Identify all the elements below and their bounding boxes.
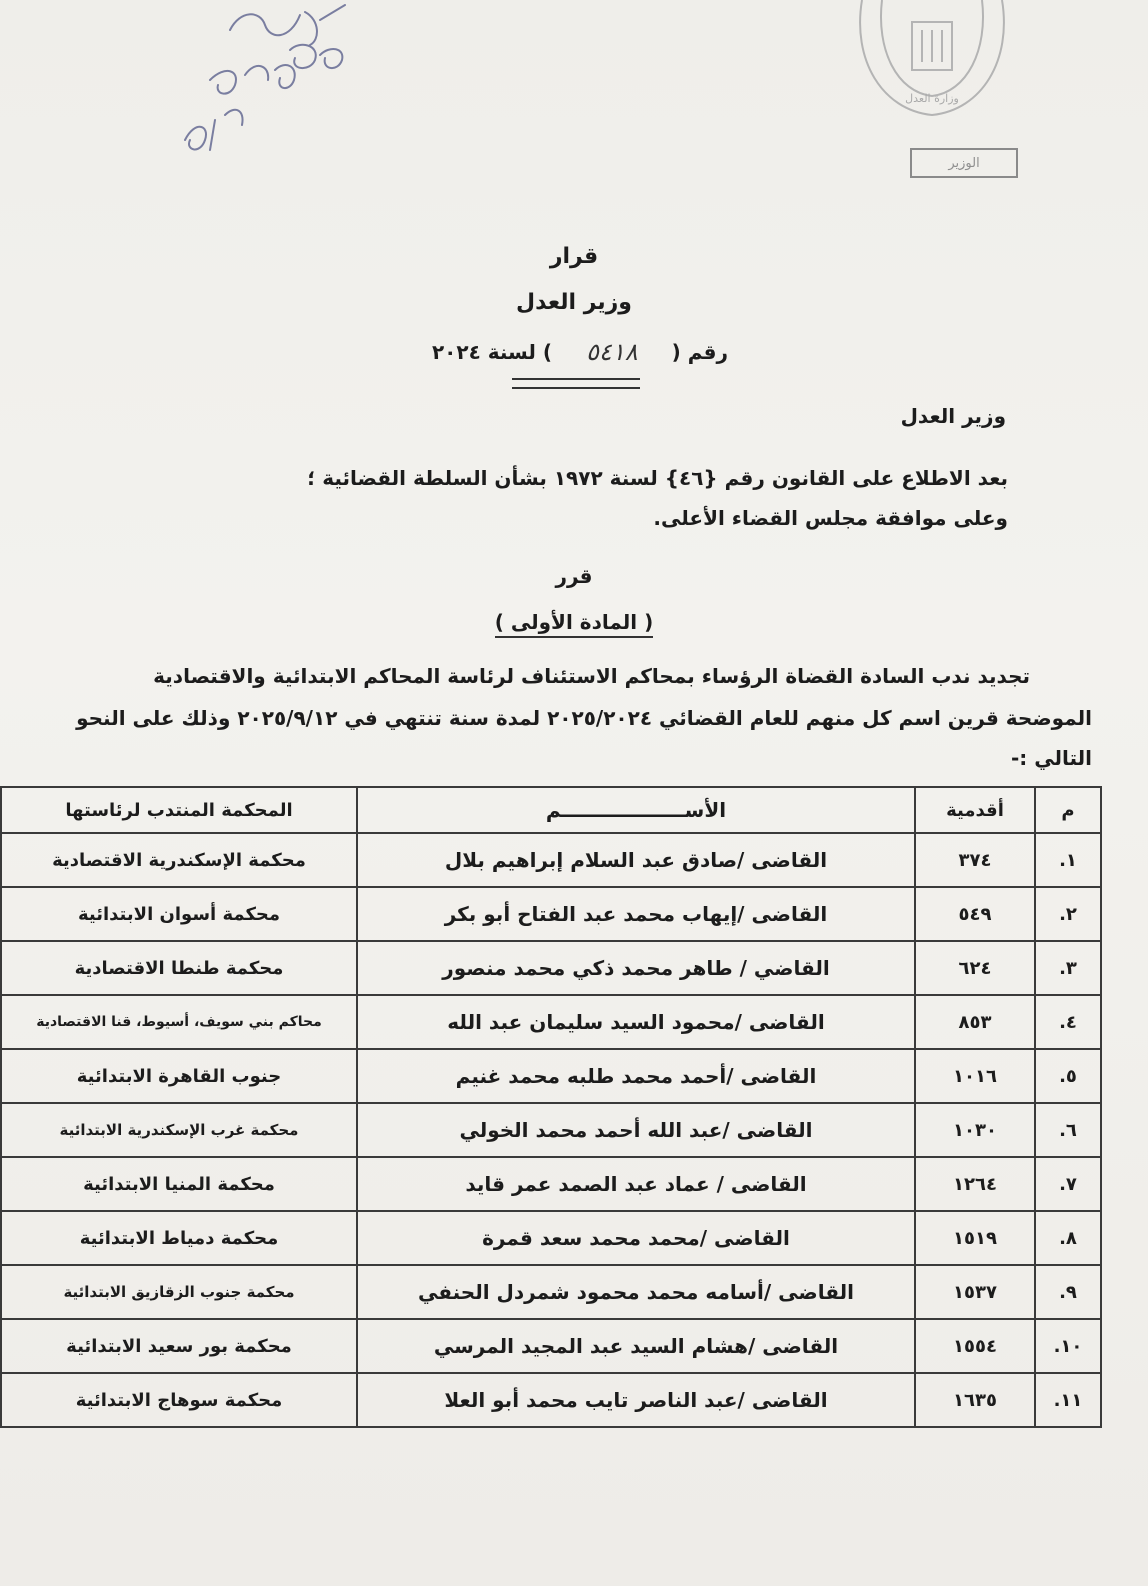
row-name: القاضى /عبد الناصر تايب محمد أبو العلا — [357, 1373, 915, 1427]
row-court: محكمة بور سعيد الابتدائية — [1, 1319, 357, 1373]
minister-box: الوزير — [910, 148, 1018, 178]
judges-table — [0, 786, 1102, 1428]
row-seniority: ١٥١٩ — [915, 1211, 1035, 1265]
decision-heading: قرار — [549, 244, 599, 269]
row-name: القاضى /هشام السيد عبد المجيد المرسي — [357, 1319, 915, 1373]
row-seniority: ١٠٣٠ — [915, 1103, 1035, 1157]
row-num: ٨. — [1035, 1211, 1101, 1265]
row-num: ١٠. — [1035, 1319, 1101, 1373]
header-name: الأســــــــــــــــــم — [357, 787, 915, 833]
row-court: جنوب القاهرة الابتدائية — [1, 1049, 357, 1103]
ministry-seal — [852, 0, 1012, 122]
table-row — [1, 887, 1101, 941]
recital-1: بعد الاطلاع على القانون رقم {٤٦} لسنة ١٩٧٢ بشأن السلطة القضائية ؛ — [307, 466, 1008, 490]
article-body-line-2: الموضحة قرين اسم كل منهم للعام القضائي ٢٠٢٥/٢٠٢٤ لمدة سنة تنتهي في ٢٠٢٥/٩/١٢ وذلك على النحو — [76, 706, 1092, 730]
article-body-line-1: تجديد ندب السادة القضاة الرؤساء بمحاكم الاستئناف لرئاسة المحاكم الابتدائية والاقتصادية — [153, 664, 1030, 688]
table-row — [1, 1103, 1101, 1157]
row-court: محكمة أسوان الابتدائية — [1, 887, 357, 941]
row-seniority: ١٢٦٤ — [915, 1157, 1035, 1211]
table-row — [1, 1049, 1101, 1103]
row-seniority: ١٦٣٥ — [915, 1373, 1035, 1427]
row-seniority: ١٥٣٧ — [915, 1265, 1035, 1319]
table-row — [1, 1265, 1101, 1319]
article-title-text: ( المادة الأولى ) — [495, 610, 653, 638]
row-name: القاضى /إيهاب محمد عبد الفتاح أبو بكر — [357, 887, 915, 941]
table-row — [1, 1373, 1101, 1427]
row-num: ٦. — [1035, 1103, 1101, 1157]
row-seniority: ١٥٥٤ — [915, 1319, 1035, 1373]
row-court: محكمة جنوب الزقازيق الابتدائية — [1, 1265, 357, 1319]
row-seniority: ٥٤٩ — [915, 887, 1035, 941]
row-court: محكمة الإسكندرية الاقتصادية — [1, 833, 357, 887]
decision-number: ٥٤١٨ — [586, 338, 638, 366]
row-court: محكمة سوهاج الابتدائية — [1, 1373, 357, 1427]
row-num: ١. — [1035, 833, 1101, 887]
table-row — [1, 833, 1101, 887]
row-court: محكمة دمياط الابتدائية — [1, 1211, 357, 1265]
row-num: ١١. — [1035, 1373, 1101, 1427]
table-header-row — [1, 787, 1101, 833]
table-row — [1, 995, 1101, 1049]
row-num: ٣. — [1035, 941, 1101, 995]
table-row — [1, 1319, 1101, 1373]
row-seniority: ١٠١٦ — [915, 1049, 1035, 1103]
row-num: ٩. — [1035, 1265, 1101, 1319]
row-name: القاضي / طاهر محمد ذكي محمد منصور — [357, 941, 915, 995]
row-seniority: ٦٢٤ — [915, 941, 1035, 995]
row-court: محكمة غرب الإسكندرية الابتدائية — [1, 1103, 357, 1157]
row-court: محكمة المنيا الابتدائية — [1, 1157, 357, 1211]
decision-number-line — [398, 332, 728, 372]
row-seniority: ٣٧٤ — [915, 833, 1035, 887]
row-name: القاضى /محمود السيد سليمان عبد الله — [357, 995, 915, 1049]
handwritten-annotation — [170, 0, 370, 170]
issuer: وزير العدل — [900, 404, 1006, 428]
row-num: ٥. — [1035, 1049, 1101, 1103]
number-label: رقم ( — [671, 340, 728, 364]
row-court: محاكم بني سويف، أسيوط، قنا الاقتصادية — [1, 995, 357, 1049]
row-name: القاضى /صادق عبد السلام إبراهيم بلال — [357, 833, 915, 887]
row-seniority: ٨٥٣ — [915, 995, 1035, 1049]
row-name: القاضى / عماد عبد الصمد عمر قايد — [357, 1157, 915, 1211]
double-underline — [512, 378, 640, 389]
table-row — [1, 1211, 1101, 1265]
header-num: م — [1035, 787, 1101, 833]
row-court: محكمة طنطا الاقتصادية — [1, 941, 357, 995]
article-body-line-3: التالي :- — [1010, 746, 1092, 770]
recital-2: وعلى موافقة مجلس القضاء الأعلى. — [653, 506, 1008, 530]
decides-heading: قرر — [555, 564, 593, 588]
row-name: القاضى /محمد محمد سعد قمرة — [357, 1211, 915, 1265]
row-name: القاضى /أحمد محمد طلبه محمد غنيم — [357, 1049, 915, 1103]
header-seniority: أقدمية — [915, 787, 1035, 833]
year-label: ) لسنة ٢٠٢٤ — [431, 340, 553, 364]
article-title — [0, 610, 1148, 634]
minister-title: وزير العدل — [516, 290, 632, 315]
table-row — [1, 941, 1101, 995]
row-name: القاضى /أسامه محمد محمود شمردل الحنفي — [357, 1265, 915, 1319]
table-row — [1, 1157, 1101, 1211]
svg-text:وزارة العدل: وزارة العدل — [905, 92, 959, 105]
row-num: ٢. — [1035, 887, 1101, 941]
header-court: المحكمة المنتدب لرئاستها — [1, 787, 357, 833]
row-name: القاضى /عبد الله أحمد محمد الخولي — [357, 1103, 915, 1157]
row-num: ٤. — [1035, 995, 1101, 1049]
row-num: ٧. — [1035, 1157, 1101, 1211]
